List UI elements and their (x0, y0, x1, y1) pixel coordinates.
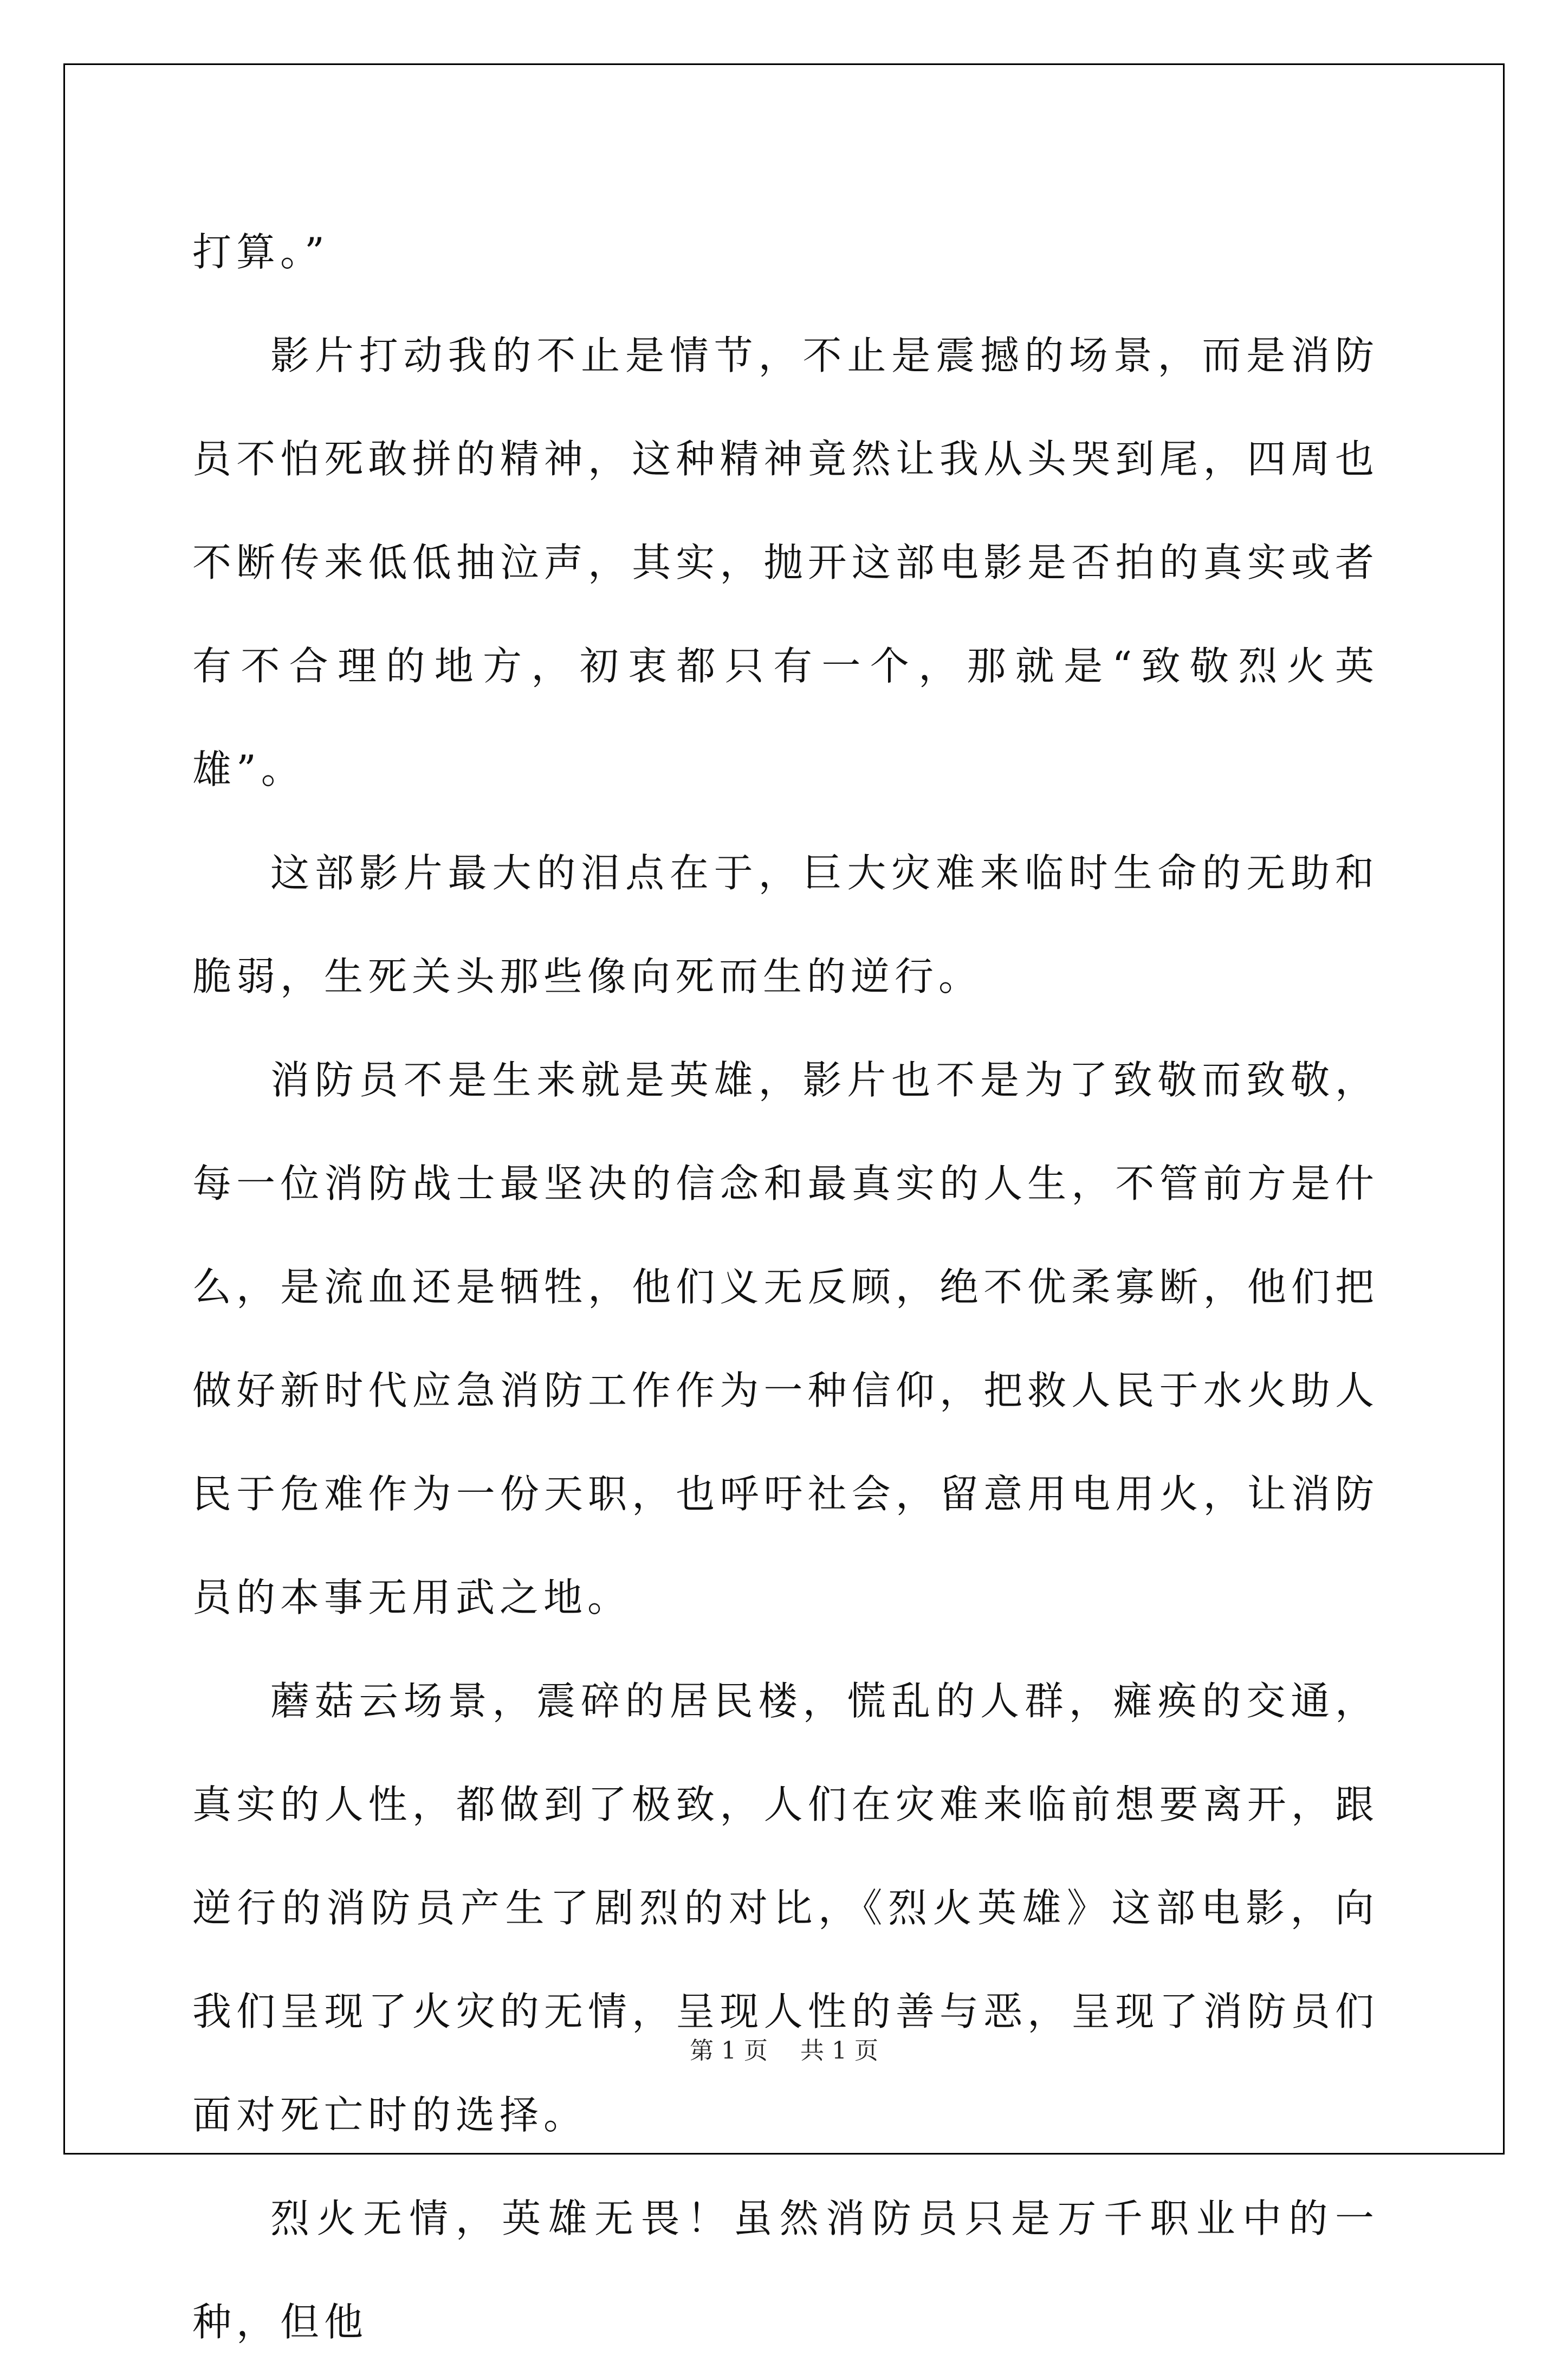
paragraph: 蘑菇云场景，震碎的居民楼，慌乱的人群，瘫痪的交通，真实的人性，都做到了极致，人们在灾难来临前想要离开，跟逆行的消防员产生了剧烈的对比，《烈火英雄》这部电影，向我们呈现了火灾的无情，呈现人性的善与恶，呈现了消防员们面对死亡时的选择。 (192, 1678, 1379, 2138)
page-footer (0, 2031, 1568, 2066)
paragraph: 这部影片最大的泪点在于，巨大灾难来临时生命的无助和脆弱，生死关头那些像向死而生的逆行。 (192, 850, 1379, 999)
paragraph: 影片打动我的不止是情节，不止是震撼的场景，而是消防员不怕死敢拼的精神，这种精神竟然让我从头哭到尾，四周也不断传来低低抽泣声，其实，抛开这部电影是否拍的真实或者有不合理的地方，初衷都只有一个，那就是“致敬烈火英雄”。 (192, 333, 1379, 792)
paragraph-continuation: 打算。” (192, 229, 329, 275)
page-total: 共 1 页 (800, 2037, 878, 2065)
page-number: 第 1 页 (690, 2037, 768, 2065)
paragraph: 烈火无情，英雄无畏！虽然消防员只是万千职业中的一种，但他 (192, 2196, 1379, 2345)
paragraph: 消防员不是生来就是英雄，影片也不是为了致敬而致敬，每一位消防战士最坚决的信念和最真实的人生，不管前方是什么，是流血还是牺牲，他们义无反顾，绝不优柔寡断，他们把做好新时代应急消防工作作为一种信仰，把救人民于水火助人民于危难作为一份天职，也呼吁社会，留意用电用火，让消防员的本事无用武之地。 (192, 1057, 1379, 1620)
